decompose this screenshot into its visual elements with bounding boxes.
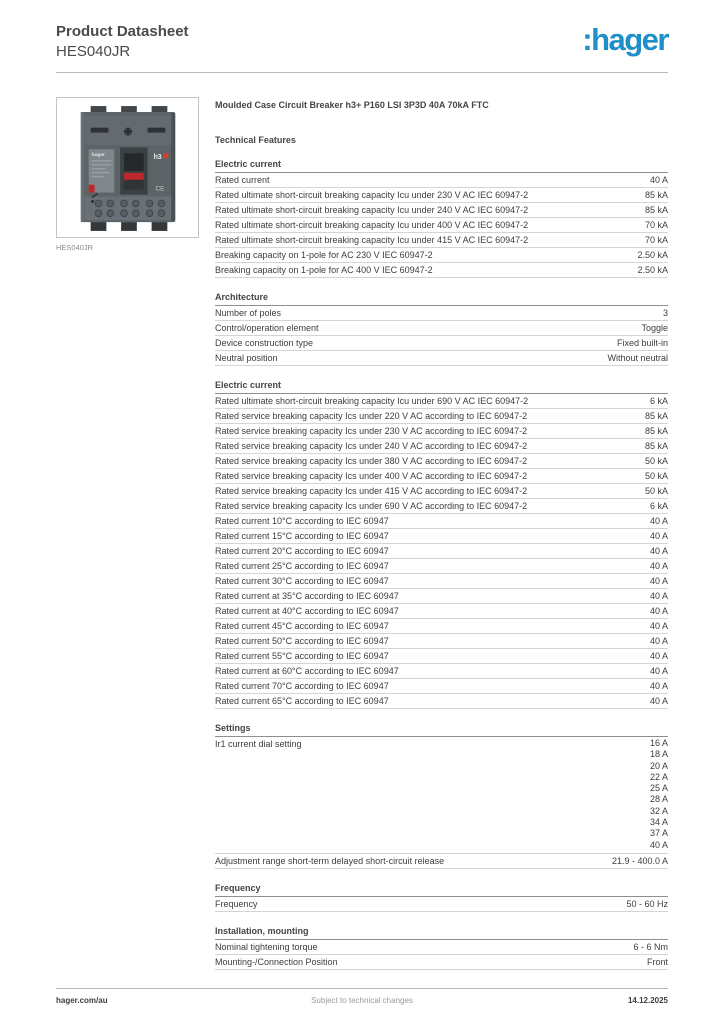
spec-row-label: Rated ultimate short-circuit breaking capacity Icu under 415 V AC IEC 60947-2 — [215, 235, 529, 245]
spec-row-value — [650, 619, 668, 633]
spec-row-value — [607, 351, 668, 365]
spec-row-value — [645, 218, 668, 232]
spec-row — [215, 940, 668, 955]
spec-row-value — [645, 188, 668, 202]
spec-row-value — [645, 424, 668, 438]
spec-row-value — [645, 233, 668, 247]
spec-row — [215, 394, 668, 409]
header-divider — [56, 72, 668, 73]
spec-value-line: 32 A — [649, 805, 668, 816]
spec-row-value — [645, 484, 668, 498]
spec-row-label: Frequency — [215, 898, 258, 909]
spec-value-line: 22 A — [649, 771, 668, 782]
spec-row-value — [650, 574, 668, 588]
spec-row-value — [650, 529, 668, 543]
product-image-column — [56, 97, 199, 970]
spec-row-value — [650, 737, 668, 853]
spec-value-line: 50 kA — [644, 471, 668, 481]
spec-value-line: 34 A — [649, 817, 668, 828]
spec-value-line: 40 A — [649, 681, 668, 691]
spec-row-label: Control/operation element — [215, 323, 319, 333]
spec-section — [215, 883, 668, 912]
spec-section-title: Architecture — [215, 292, 668, 306]
spec-row — [215, 694, 668, 709]
spec-value-line: 6 kA — [649, 396, 668, 406]
spec-row — [215, 544, 668, 559]
spec-row — [215, 469, 668, 484]
circuit-breaker-photo — [69, 104, 187, 232]
footer-divider — [56, 988, 668, 989]
spec-row-label: Adjustment range short-term delayed short-circuit release — [215, 855, 445, 866]
spec-value-line: 70 kA — [644, 220, 668, 230]
spec-row-label: Ir1 current dial setting — [215, 739, 302, 749]
spec-row — [215, 854, 668, 869]
spec-value-line: 25 A — [649, 783, 668, 794]
spec-value-line: 50 - 60 Hz — [626, 898, 668, 909]
spec-row — [215, 321, 668, 336]
spec-sections — [215, 159, 668, 970]
spec-value-line: 2.50 kA — [637, 250, 668, 260]
spec-row-value — [645, 454, 668, 468]
spec-row-value — [650, 514, 668, 528]
spec-row-label: Rated current 30°C according to IEC 60947 — [215, 576, 389, 586]
spec-row — [215, 484, 668, 499]
spec-row-value — [626, 897, 668, 911]
spec-row-label: Rated service breaking capacity Ics under 220 V AC according to IEC 60947-2 — [215, 411, 528, 421]
spec-row-label: Breaking capacity on 1-pole for AC 400 V IEC 60947-2 — [215, 265, 433, 275]
hager-logo: :hager — [582, 22, 668, 57]
spec-value-line: 50 kA — [644, 456, 668, 466]
spec-value-line: 40 A — [649, 175, 668, 185]
spec-section — [215, 723, 668, 869]
svg-text:h3: h3 — [153, 153, 162, 161]
spec-row-value — [650, 634, 668, 648]
spec-value-line: 40 A — [649, 651, 668, 661]
spec-row — [215, 439, 668, 454]
main-content — [56, 97, 668, 970]
spec-row-value — [641, 321, 668, 335]
spec-row-label: Rated current 10°C according to IEC 60947 — [215, 516, 389, 526]
spec-row — [215, 634, 668, 649]
spec-section-title: Settings — [215, 723, 668, 737]
spec-value-line: 40 A — [649, 516, 668, 526]
spec-row-value — [650, 649, 668, 663]
spec-value-line: 50 kA — [644, 486, 668, 496]
spec-value-line: 40 A — [649, 636, 668, 646]
spec-row-value — [647, 955, 668, 969]
spec-row-value — [617, 336, 668, 350]
spec-row — [215, 233, 668, 248]
spec-row-label: Rated ultimate short-circuit breaking capacity Icu under 400 V AC IEC 60947-2 — [215, 220, 529, 230]
spec-row — [215, 529, 668, 544]
footer-website: hager.com/au — [56, 996, 108, 1005]
spec-row-label: Rated service breaking capacity Ics under 690 V AC according to IEC 60947-2 — [215, 501, 528, 511]
spec-row-value — [637, 248, 668, 262]
spec-row-label: Rated current 45°C according to IEC 60947 — [215, 621, 389, 631]
spec-row — [215, 424, 668, 439]
spec-row-value — [650, 394, 668, 408]
spec-value-line: 40 A — [649, 561, 668, 571]
spec-row-label: Device construction type — [215, 338, 314, 348]
product-image-caption: HES040JR — [56, 243, 94, 252]
spec-row-value — [650, 544, 668, 558]
technical-features-heading: Technical Features — [215, 135, 296, 145]
spec-row-value — [650, 173, 668, 187]
spec-value-line: 85 kA — [644, 441, 668, 451]
spec-value-line: 70 kA — [644, 235, 668, 245]
spec-row-value — [637, 263, 668, 277]
spec-row-label: Nominal tightening torque — [215, 941, 318, 952]
spec-value-line: 40 A — [649, 606, 668, 616]
spec-row — [215, 574, 668, 589]
spec-row-label: Rated current 50°C according to IEC 60947 — [215, 636, 389, 646]
spec-row — [215, 218, 668, 233]
spec-row-label: Rated service breaking capacity Ics under 415 V AC according to IEC 60947-2 — [215, 486, 528, 496]
header-titles — [56, 22, 189, 61]
spec-value-line: 28 A — [649, 794, 668, 805]
spec-section — [215, 292, 668, 366]
spec-value-line: 40 A — [649, 696, 668, 706]
spec-value-line: 85 kA — [644, 411, 668, 421]
spec-row-label: Rated ultimate short-circuit breaking capacity Icu under 240 V AC IEC 60947-2 — [215, 205, 529, 215]
spec-row-label: Rated service breaking capacity Ics under 380 V AC according to IEC 60947-2 — [215, 456, 528, 466]
product-image-frame — [56, 97, 199, 238]
spec-row-value — [650, 604, 668, 618]
spec-row — [215, 336, 668, 351]
spec-value-line: 40 A — [649, 621, 668, 631]
spec-row-value — [650, 499, 668, 513]
spec-row — [215, 188, 668, 203]
spec-row-value — [650, 694, 668, 708]
footer-disclaimer: Subject to technical changes — [311, 996, 413, 1005]
spec-value-line: 37 A — [649, 828, 668, 839]
spec-row-label: Rated current at 60°C according to IEC 60947 — [215, 666, 399, 676]
spec-row — [215, 409, 668, 424]
spec-value-line: 6 - 6 Nm — [633, 941, 668, 952]
spec-value-line: 85 kA — [644, 190, 668, 200]
spec-row-label: Rated current 20°C according to IEC 60947 — [215, 546, 389, 556]
spec-row-label: Rated service breaking capacity Ics under 240 V AC according to IEC 60947-2 — [215, 441, 528, 451]
spec-value-line: 40 A — [649, 576, 668, 586]
spec-section-title: Installation, mounting — [215, 926, 668, 940]
spec-row — [215, 897, 668, 912]
spec-row-value — [633, 940, 668, 954]
spec-value-line: Front — [646, 956, 668, 967]
spec-row-value — [663, 306, 668, 320]
spec-row-label: Number of poles — [215, 308, 282, 318]
spec-section-title: Frequency — [215, 883, 668, 897]
spec-row-label: Rated ultimate short-circuit breaking capacity Icu under 690 V AC IEC 60947-2 — [215, 396, 529, 406]
spec-section — [215, 380, 668, 709]
spec-section-title: Electric current — [215, 159, 668, 173]
spec-value-line: Toggle — [641, 323, 668, 333]
spec-row-label: Rated current at 40°C according to IEC 60947 — [215, 606, 399, 616]
spec-value-line: 40 A — [649, 839, 668, 850]
spec-row-label: Rated current 70°C according to IEC 60947 — [215, 681, 389, 691]
spec-row-label: Mounting-/Connection Position — [215, 956, 338, 967]
svg-text:hager: hager — [91, 152, 105, 158]
spec-value-line: 20 A — [649, 760, 668, 771]
page-title: Product Datasheet — [56, 23, 189, 40]
spec-row — [215, 619, 668, 634]
spec-section — [215, 926, 668, 970]
spec-value-line: 16 A — [649, 738, 668, 748]
spec-value-line: 40 A — [649, 546, 668, 556]
spec-value-line: 6 kA — [649, 501, 668, 511]
spec-row — [215, 559, 668, 574]
spec-row — [215, 604, 668, 619]
spec-row — [215, 649, 668, 664]
spec-row-label: Rated current 15°C according to IEC 60947 — [215, 531, 389, 541]
spec-column — [215, 97, 668, 970]
spec-value-line: 85 kA — [644, 205, 668, 215]
spec-row-value — [612, 854, 668, 868]
spec-value-line: 3 — [662, 308, 668, 318]
footer-row — [56, 996, 668, 1005]
spec-row — [215, 955, 668, 970]
spec-section — [215, 159, 668, 278]
spec-row-value — [645, 439, 668, 453]
spec-value-line: 85 kA — [644, 426, 668, 436]
spec-value-line: 18 A — [649, 749, 668, 760]
spec-section-title: Electric current — [215, 380, 668, 394]
spec-row-value — [645, 203, 668, 217]
spec-row — [215, 514, 668, 529]
spec-row-value — [650, 559, 668, 573]
document-footer — [56, 988, 668, 1005]
spec-row — [215, 589, 668, 604]
spec-row — [215, 664, 668, 679]
spec-row-label: Rated ultimate short-circuit breaking capacity Icu under 230 V AC IEC 60947-2 — [215, 190, 529, 200]
spec-row — [215, 679, 668, 694]
spec-row-label: Rated current 25°C according to IEC 60947 — [215, 561, 389, 571]
spec-value-line: 21.9 - 400.0 A — [611, 855, 668, 866]
spec-row — [215, 454, 668, 469]
spec-row-label: Rated current — [215, 175, 270, 185]
spec-row-value — [650, 664, 668, 678]
footer-date: 14.12.2025 — [627, 996, 668, 1005]
spec-row — [215, 737, 668, 854]
spec-value-line: Without neutral — [607, 353, 668, 363]
spec-row-label: Rated service breaking capacity Ics under 400 V AC according to IEC 60947-2 — [215, 471, 528, 481]
spec-row-value — [650, 589, 668, 603]
spec-row-value — [645, 409, 668, 423]
spec-row-label: Rated current 55°C according to IEC 60947 — [215, 651, 389, 661]
spec-row — [215, 499, 668, 514]
spec-row-label: Rated current 65°C according to IEC 60947 — [215, 696, 389, 706]
spec-row-label: Breaking capacity on 1-pole for AC 230 V IEC 60947-2 — [215, 250, 433, 260]
spec-row — [215, 203, 668, 218]
product-code: HES040JR — [56, 42, 131, 60]
spec-row-value — [645, 469, 668, 483]
spec-value-line: 40 A — [649, 531, 668, 541]
spec-value-line: 2.50 kA — [637, 265, 668, 275]
spec-row — [215, 248, 668, 263]
spec-row — [215, 351, 668, 366]
spec-row — [215, 263, 668, 278]
spec-value-line: Fixed built-in — [616, 338, 668, 348]
spec-row — [215, 173, 668, 188]
spec-row-label: Rated current at 35°C according to IEC 60947 — [215, 591, 399, 601]
svg-text:CE: CE — [155, 185, 164, 193]
spec-value-line: 40 A — [649, 666, 668, 676]
spec-row — [215, 306, 668, 321]
spec-row-label: Neutral position — [215, 353, 278, 363]
product-title: Moulded Case Circuit Breaker h3+ P160 LSI 3P3D 40A 70kA FTC — [215, 100, 489, 110]
spec-value-line: 40 A — [649, 591, 668, 601]
document-header — [56, 0, 668, 61]
spec-row-label: Rated service breaking capacity Ics under 230 V AC according to IEC 60947-2 — [215, 426, 528, 436]
spec-row-value — [650, 679, 668, 693]
